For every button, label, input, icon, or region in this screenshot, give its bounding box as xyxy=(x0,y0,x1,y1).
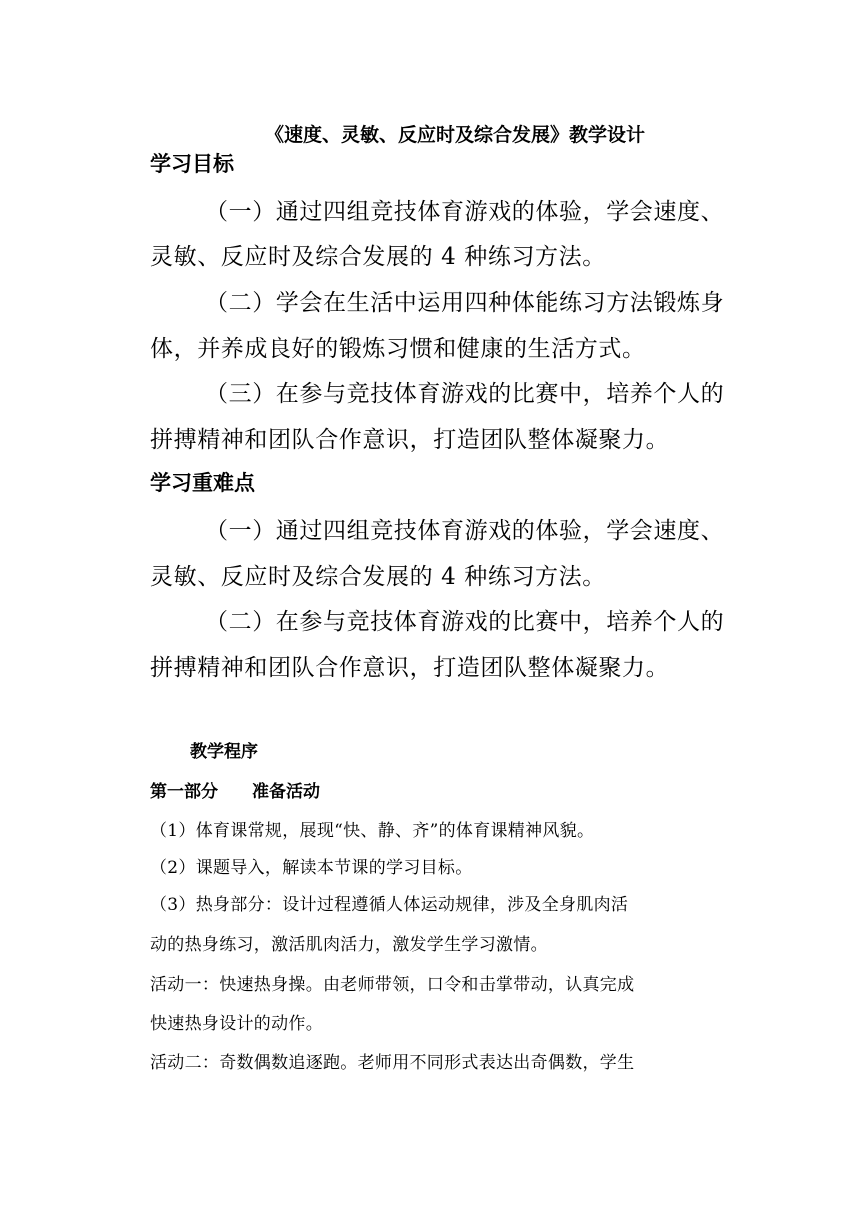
section-heading-objectives: 学习目标 xyxy=(150,152,234,176)
section-heading-key-points: 学习重难点 xyxy=(150,471,255,495)
objective-line-1: （一）通过四组竞技体育游戏的体验，学会速度、 xyxy=(205,199,725,225)
objective-line-5: （三）在参与竞技体育游戏的比赛中，培养个人的 xyxy=(205,381,725,407)
document-title: 《速度、灵敏、反应时及综合发展》教学设计 xyxy=(265,124,646,146)
procedure-line-7: 活动二：奇数偶数追逐跑。老师用不同形式表达出奇偶数，学生 xyxy=(150,1053,635,1073)
procedure-line-5: 活动一：快速热身操。由老师带领，口令和击掌带动，认真完成 xyxy=(150,975,635,995)
objective-line-3: （二）学会在生活中运用四种体能练习方法锻炼身 xyxy=(205,290,725,316)
procedure-line-6: 快速热身设计的动作。 xyxy=(150,1014,323,1034)
procedure-line-3: （3）热身部分：设计过程遵循人体运动规律，涉及全身肌肉活 xyxy=(150,895,629,915)
objective-line-4: 体，并养成良好的锻炼习惯和健康的生活方式。 xyxy=(150,336,646,362)
procedure-line-4: 动的热身练习，激活肌肉活力，激发学生学习激情。 xyxy=(150,935,548,955)
objective-line-6: 拼搏精神和团队合作意识，打造团队整体凝聚力。 xyxy=(150,427,670,453)
procedure-line-2: （2）课题导入，解读本节课的学习目标。 xyxy=(150,858,473,878)
section-heading-procedure: 教学程序 xyxy=(190,742,258,762)
key-point-line-1: （一）通过四组竞技体育游戏的体验，学会速度、 xyxy=(205,518,725,544)
key-point-line-4: 拼搏精神和团队合作意识，打造团队整体凝聚力。 xyxy=(150,655,670,681)
key-point-line-2: 灵敏、反应时及综合发展的 4 种练习方法。 xyxy=(150,564,606,590)
procedure-line-1: （1）体育课常规，展现“快、静、齐”的体育课精神风貌。 xyxy=(150,821,595,841)
part1-heading: 第一部分 准备活动 xyxy=(150,782,320,802)
objective-line-2: 灵敏、反应时及综合发展的 4 种练习方法。 xyxy=(150,244,606,270)
key-point-line-3: （二）在参与竞技体育游戏的比赛中，培养个人的 xyxy=(205,609,725,635)
